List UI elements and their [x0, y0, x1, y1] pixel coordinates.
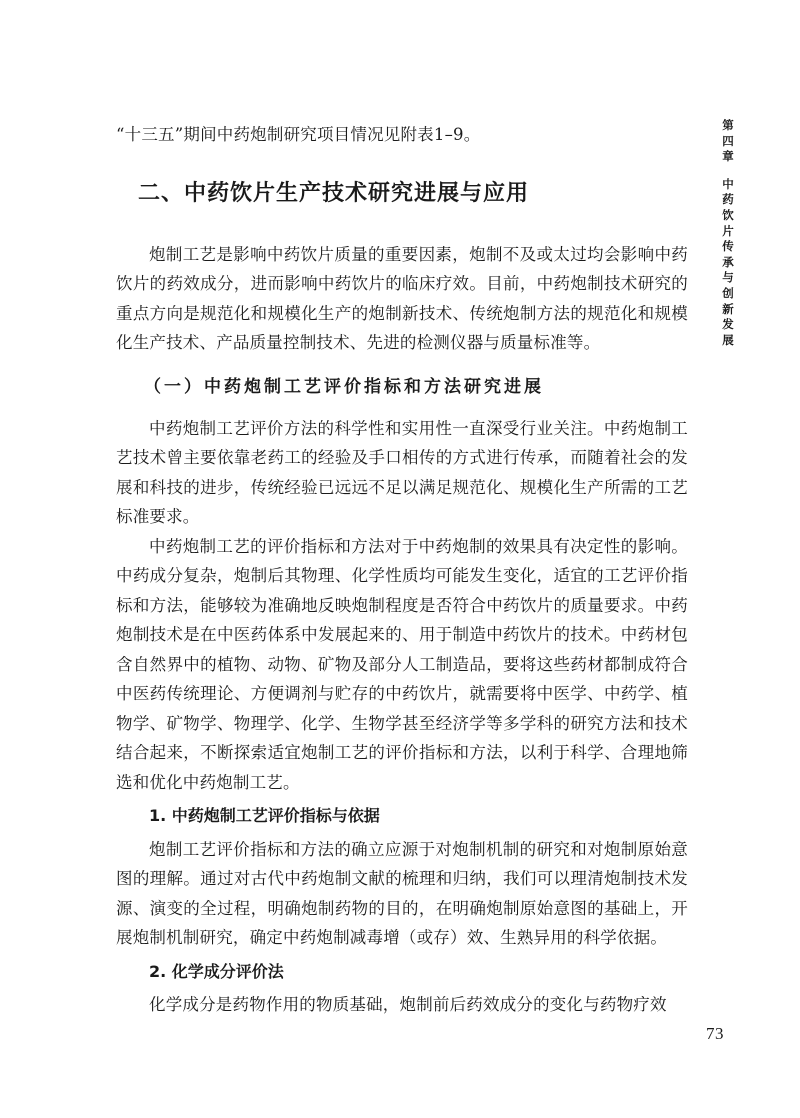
item-heading-2: 2. 化学成分评价法	[149, 961, 284, 981]
chapter-title-char: 饮	[722, 207, 734, 222]
chapter-title-char: 中	[722, 176, 734, 191]
chapter-title-label	[713, 177, 743, 349]
chapter-title-char: 新	[722, 301, 734, 316]
body-paragraph: 中药炮制工艺评价方法的科学性和实用性一直深受行业关注。中药炮制工艺技术曾主要依靠老药工的经验及手口相传的方式进行传承，而随着社会的发展和科技的进步，传统经验已远远不足以满足规范化、规模化生产所需的工艺标准要求。	[116, 418, 688, 526]
page-number: 73	[706, 1024, 724, 1043]
chapter-title-char: 片	[722, 223, 734, 238]
main-text-column	[116, 120, 688, 1020]
chapter-title-char: 传	[722, 239, 734, 254]
subsection-heading: （一）中药炮制工艺评价指标和方法研究进展	[144, 376, 544, 397]
body-paragraph: 中药炮制工艺的评价指标和方法对于中药炮制的效果具有决定性的影响。中药成分复杂，炮制后其物理、化学性质均可能发生变化，适宜的工艺评价指标和方法，能够较为准确地反映炮制程度是否符合中药饮片的质量要求。中药炮制技术是在中医药体系中发展起来的、用于制造中药饮片的技术。中药材包含自然界中的植物、动物、矿物及部分人工制造品，要将这些药材都制成符合中医药传统理论、方便调剂与贮存的中药饮片，就需要将中医学、中药学、植物学、矿物学、物理学、化学、生物学甚至经济学等多学科的研究方法和技术结合起来，不断探索适宜炮制工艺的评价指标和方法，以利于科学、合理地筛选和优化中药炮制工艺。	[116, 536, 688, 792]
chapter-char: 四	[722, 133, 734, 148]
chapter-title-char: 与	[722, 270, 734, 285]
chapter-title-char: 发	[722, 317, 734, 332]
chapter-title-char: 药	[722, 192, 734, 207]
chapter-char: 第	[722, 118, 734, 132]
section-paragraph: 炮制工艺是影响中药饮片质量的重要因素，炮制不及或太过均会影响中药饮片的药效成分，进而影响中药饮片的临床疗效。目前，中药炮制技术研究的重点方向是规范化和规模化生产的炮制新技术、传统炮制方法的规范化和规模化生产技术、产品质量控制技术、先进的检测仪器与质量标准等。	[116, 244, 688, 352]
chapter-title-char: 展	[722, 332, 734, 347]
item-heading-1: 1. 中药炮制工艺评价指标与依据	[149, 806, 380, 825]
item-paragraph-1: 炮制工艺评价指标和方法的确立应源于对炮制机制的研究和对炮制原始意图的理解。通过对古代中药炮制文献的梳理和归纳，我们可以理清炮制技术发源、演变的全过程，明确炮制药物的目的，在明确炮制原始意图的基础上，开展炮制机制研究，确定中药炮制减毒增（或存）效、生熟异用的科学依据。	[116, 839, 688, 947]
chapter-char: 章	[722, 149, 734, 164]
chapter-side-tab	[713, 118, 743, 348]
intro-line: “十三五”期间中药炮制研究项目情况见附表1–9。	[116, 125, 481, 144]
chapter-title-char: 创	[722, 285, 734, 300]
chapter-title-char: 承	[722, 254, 734, 269]
section-heading: 二、中药饮片生产技术研究进展与应用	[138, 180, 530, 206]
item-paragraph-2: 化学成分是药物作用的物质基础，炮制前后药效成分的变化与药物疗效	[149, 995, 667, 1014]
chapter-number-label	[713, 118, 743, 165]
